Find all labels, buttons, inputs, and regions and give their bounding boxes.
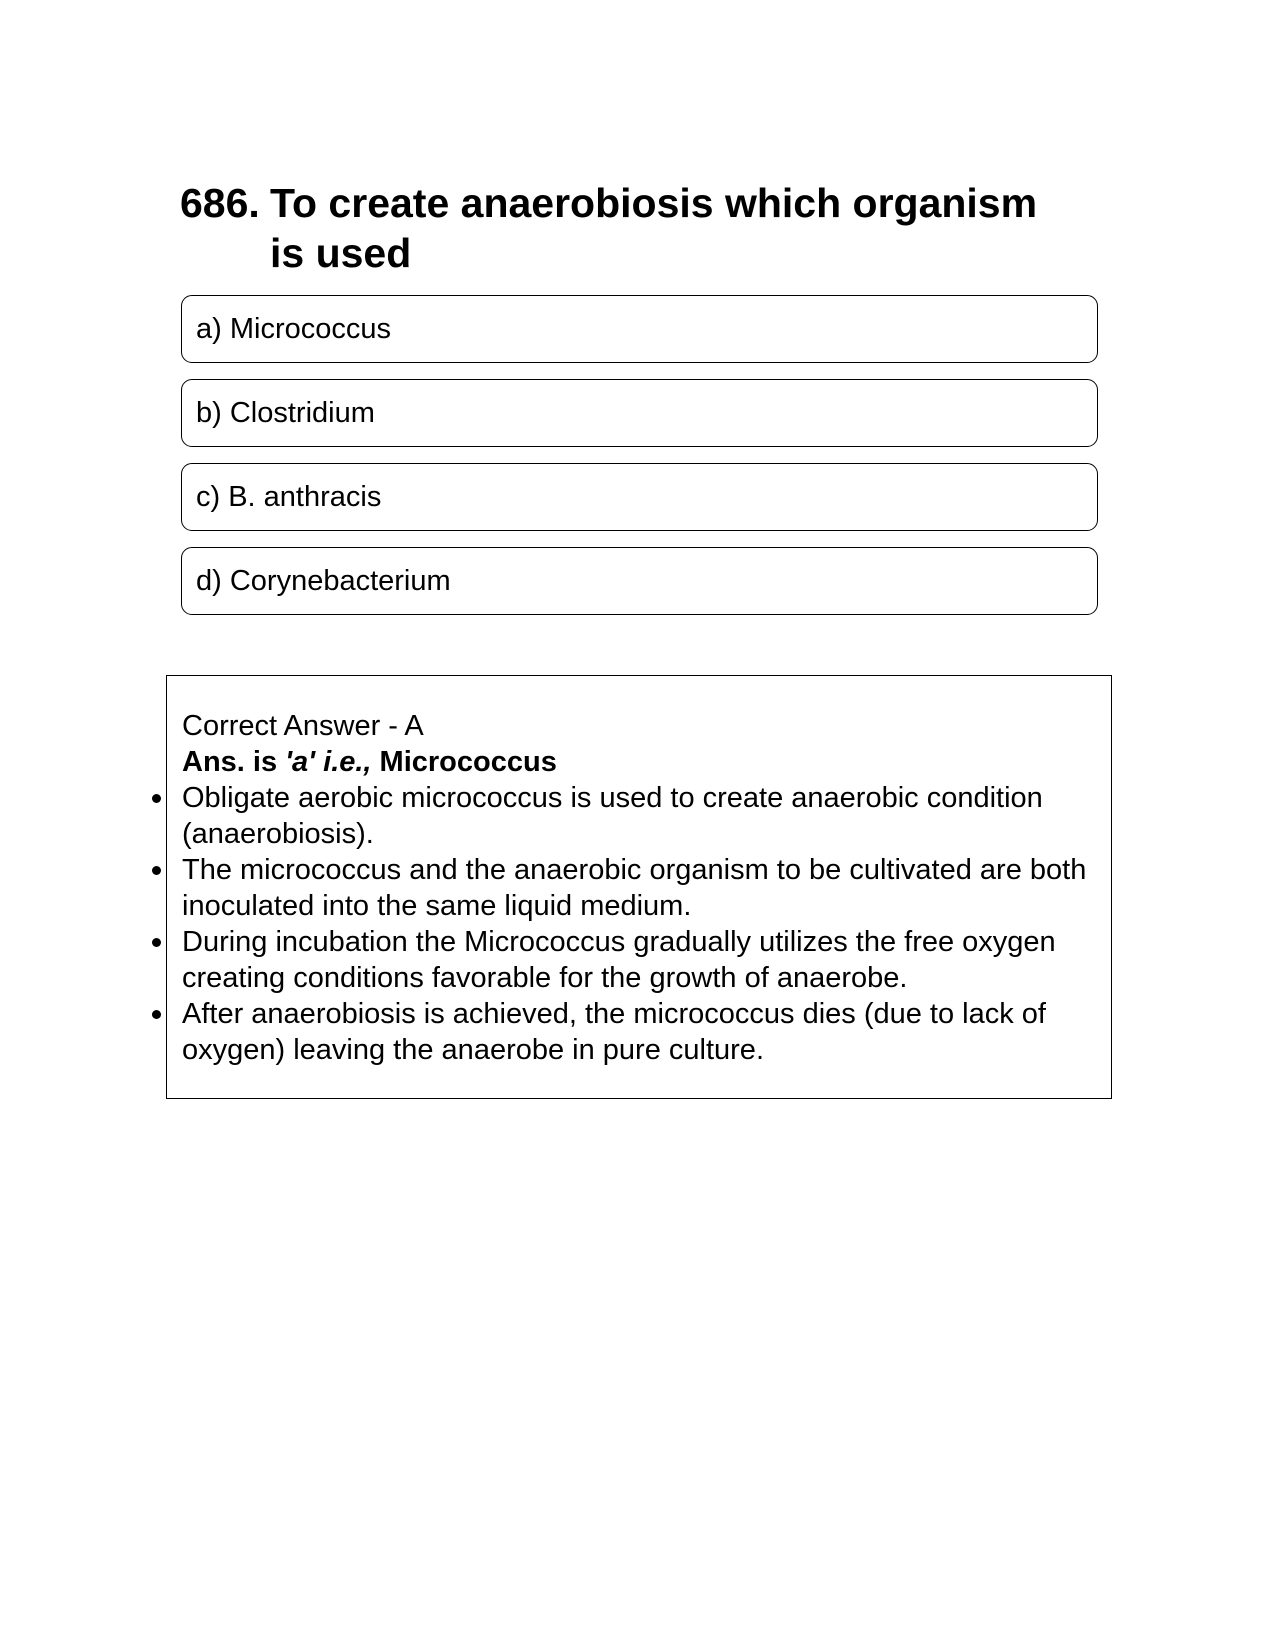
- option-a-label: a) Micrococcus: [196, 312, 391, 345]
- option-d[interactable]: [181, 547, 1098, 615]
- option-b[interactable]: [181, 379, 1098, 447]
- question-text: To create anaerobiosis which organism is used: [270, 180, 1038, 276]
- explanation-point: The micrococcus and the anaerobic organism to be cultivated are both inoculated into the same liquid medium.: [182, 852, 1097, 924]
- answer-name: Micrococcus: [371, 746, 557, 778]
- option-a[interactable]: [181, 295, 1098, 363]
- correct-answer-line: Correct Answer - A: [182, 710, 424, 742]
- option-c[interactable]: [181, 463, 1098, 531]
- explanation-point: After anaerobiosis is achieved, the micrococcus dies (due to lack of oxygen) leaving the anaerobe in pure culture.: [182, 996, 1097, 1068]
- answer-explanation-box: [166, 675, 1112, 1099]
- answer-prefix: Ans. is: [182, 746, 286, 778]
- option-c-label: c) B. anthracis: [196, 480, 382, 513]
- answer-summary: [182, 744, 1097, 780]
- explanation-point: Obligate aerobic micrococcus is used to create anaerobic condition (anaerobiosis).: [182, 780, 1097, 852]
- options-list: [181, 295, 1098, 631]
- answer-letter: 'a' i.e.,: [285, 746, 372, 778]
- explanation-points: [182, 780, 1097, 1068]
- option-b-label: b) Clostridium: [196, 396, 375, 429]
- question-heading: [180, 178, 1080, 278]
- option-d-label: d) Corynebacterium: [196, 564, 451, 597]
- explanation-point: During incubation the Micrococcus gradually utilizes the free oxygen creating conditions favorable for the growth of anaerobe.: [182, 924, 1097, 996]
- question-number: 686.: [180, 180, 260, 226]
